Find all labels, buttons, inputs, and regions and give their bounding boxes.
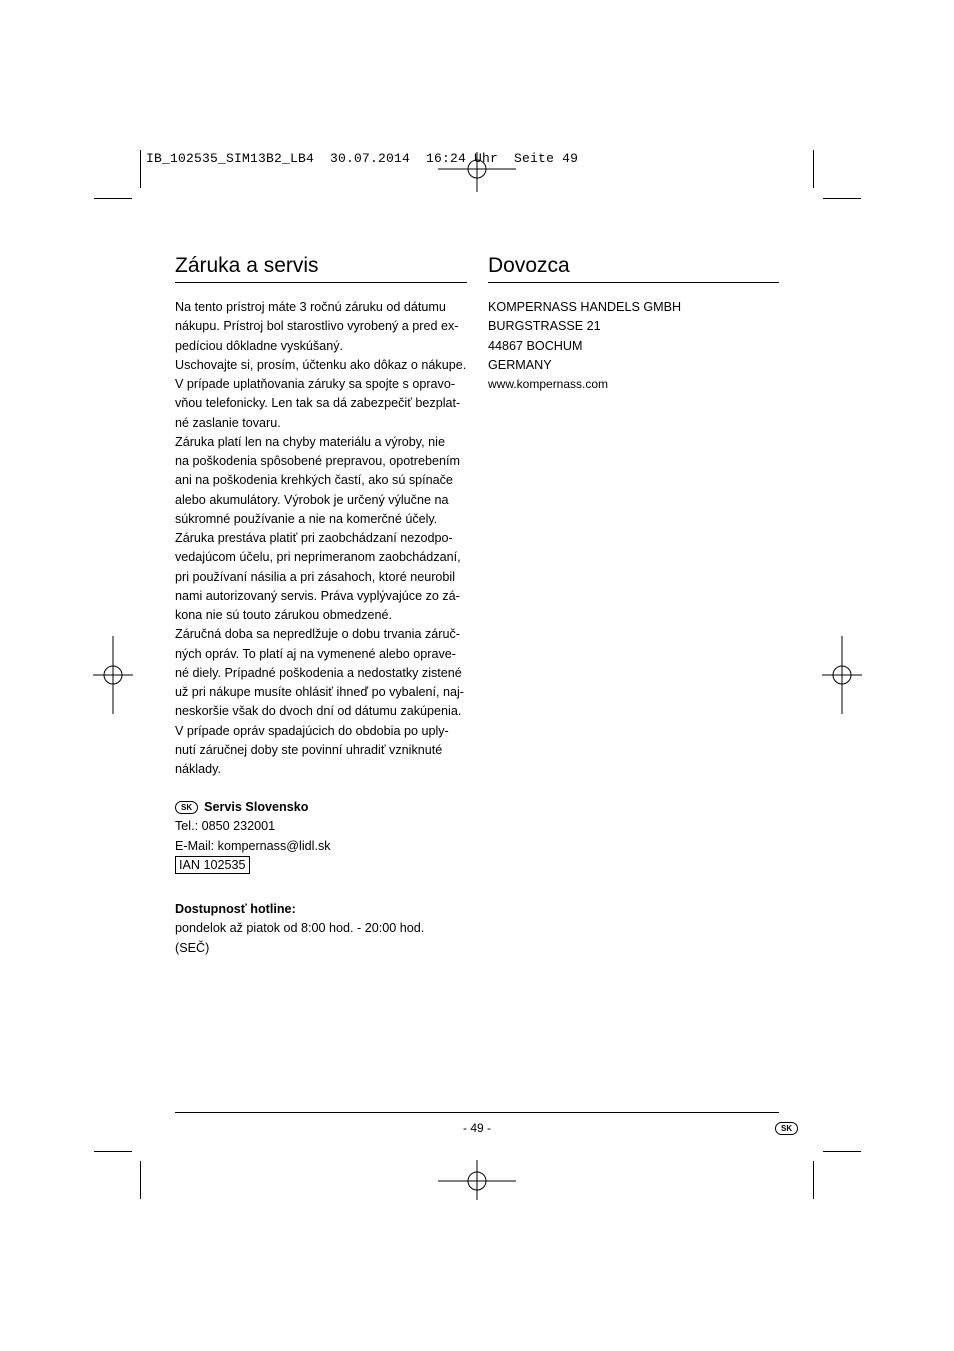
text-line: alebo akumulátory. Výrobok je určený výlučne na [175, 492, 449, 507]
address-line: BURGSTRASSE 21 [488, 319, 601, 334]
text-line: Záruka prestáva platiť pri zaobchádzaní nezodpo- [175, 531, 453, 545]
text-line: už pri nákupe musíte ohlásiť ihneď po vybalení, naj- [175, 685, 464, 699]
address-line: 44867 BOCHUM [488, 338, 583, 353]
website-link: www.kompernass.com [488, 377, 609, 391]
text-line: pri používaní násilia a pri zásahoch, ktoré neurobil [175, 569, 456, 584]
text-line: Záručná doba sa nepredlžuje o dobu trvania záruč- [175, 627, 460, 642]
registration-mark-top [438, 152, 516, 192]
warranty-text [175, 298, 467, 779]
text-line: na poškodenia spôsobené prepravou, opotrebením [175, 454, 460, 468]
heading-rule [175, 282, 467, 283]
hotline-block [175, 900, 475, 958]
crop-mark [94, 198, 132, 199]
service-phone: Tel.: 0850 232001 [175, 819, 276, 834]
service-email: E-Mail: kompernass@lidl.sk [175, 838, 331, 853]
text-line: vňou telefonicky. Len tak sa dá zabezpečiť bezplat- [175, 396, 461, 411]
text-line: nami autorizovaný servis. Práva vyplývajúce zo zá- [175, 588, 460, 603]
service-heading [175, 798, 475, 817]
text-line: né zaslanie tovaru. [175, 415, 281, 430]
heading-rule [488, 282, 779, 283]
address-line: KOMPERNASS HANDELS GMBH [488, 300, 682, 314]
crop-mark [813, 1161, 814, 1199]
text-line: Na tento prístroj máte 3 ročnú záruku od dátumu [175, 300, 446, 314]
importer-address [488, 298, 780, 394]
service-block [175, 798, 475, 875]
crop-mark [823, 1151, 861, 1152]
text-line: vedajúcom účelu, pri neprimeranom zaobchádzaní, [175, 550, 461, 565]
text-line: V prípade opráv spadajúcich do obdobia po uply- [175, 723, 449, 738]
registration-mark-right [822, 636, 862, 714]
ian-box: IAN 102535 [175, 856, 250, 874]
print-slug: IB_102535_SIM13B2_LB4 30.07.2014 16:24 Uhr Seite 49 [146, 151, 579, 166]
hotline-note: (SEČ) [175, 940, 210, 955]
text-line: neskoršie však do dvoch dní od dátumu zakúpenia. [175, 704, 462, 719]
crop-mark [140, 150, 141, 188]
registration-mark-bottom [438, 1160, 516, 1200]
address-line: GERMANY [488, 357, 552, 372]
importer-heading: Dovozca [488, 254, 570, 277]
crop-mark [813, 150, 814, 188]
text-line: nutí záručnej doby ste povinní uhradiť vzniknuté [175, 742, 443, 757]
text-line: ných opráv. To platí aj na vymenené alebo oprave- [175, 646, 456, 661]
text-line: né diely. Prípadné poškodenia a nedostatky zistené [175, 665, 462, 680]
crop-mark [94, 1151, 132, 1152]
country-badge: SK [175, 801, 198, 814]
text-line: náklady. [175, 762, 221, 776]
service-name: Servis Slovensko [204, 800, 309, 814]
hotline-hours: pondelok až piatok od 8:00 hod. - 20:00 hod. [175, 921, 425, 936]
text-line: V prípade uplatňovania záruky sa spojte s opravo- [175, 377, 456, 391]
text-line: Záruka platí len na chyby materiálu a výroby, nie [175, 434, 445, 449]
page-number: - 49 - [462, 1121, 491, 1135]
text-line: pedíciou dôkladne vyskúšaný. [175, 338, 344, 353]
text-line: ani na poškodenia krehkých častí, ako sú spínače [175, 473, 453, 488]
text-line: Uschovajte si, prosím, účtenku ako dôkaz o nákupe. [175, 357, 467, 372]
text-line: kona nie sú touto zárukou obmedzené. [175, 608, 393, 622]
hotline-heading: Dostupnosť hotline: [175, 902, 296, 916]
crop-mark [140, 1161, 141, 1199]
warranty-heading: Záruka a servis [175, 254, 319, 277]
registration-mark-left [93, 636, 133, 714]
crop-mark [823, 198, 861, 199]
text-line: súkromné používanie a nie na komerčné účely. [175, 511, 438, 526]
text-line: nákupu. Prístroj bol starostlivo vyrobený a pred ex- [175, 319, 459, 334]
country-badge-footer: SK [775, 1122, 798, 1135]
footer-rule [175, 1112, 779, 1113]
